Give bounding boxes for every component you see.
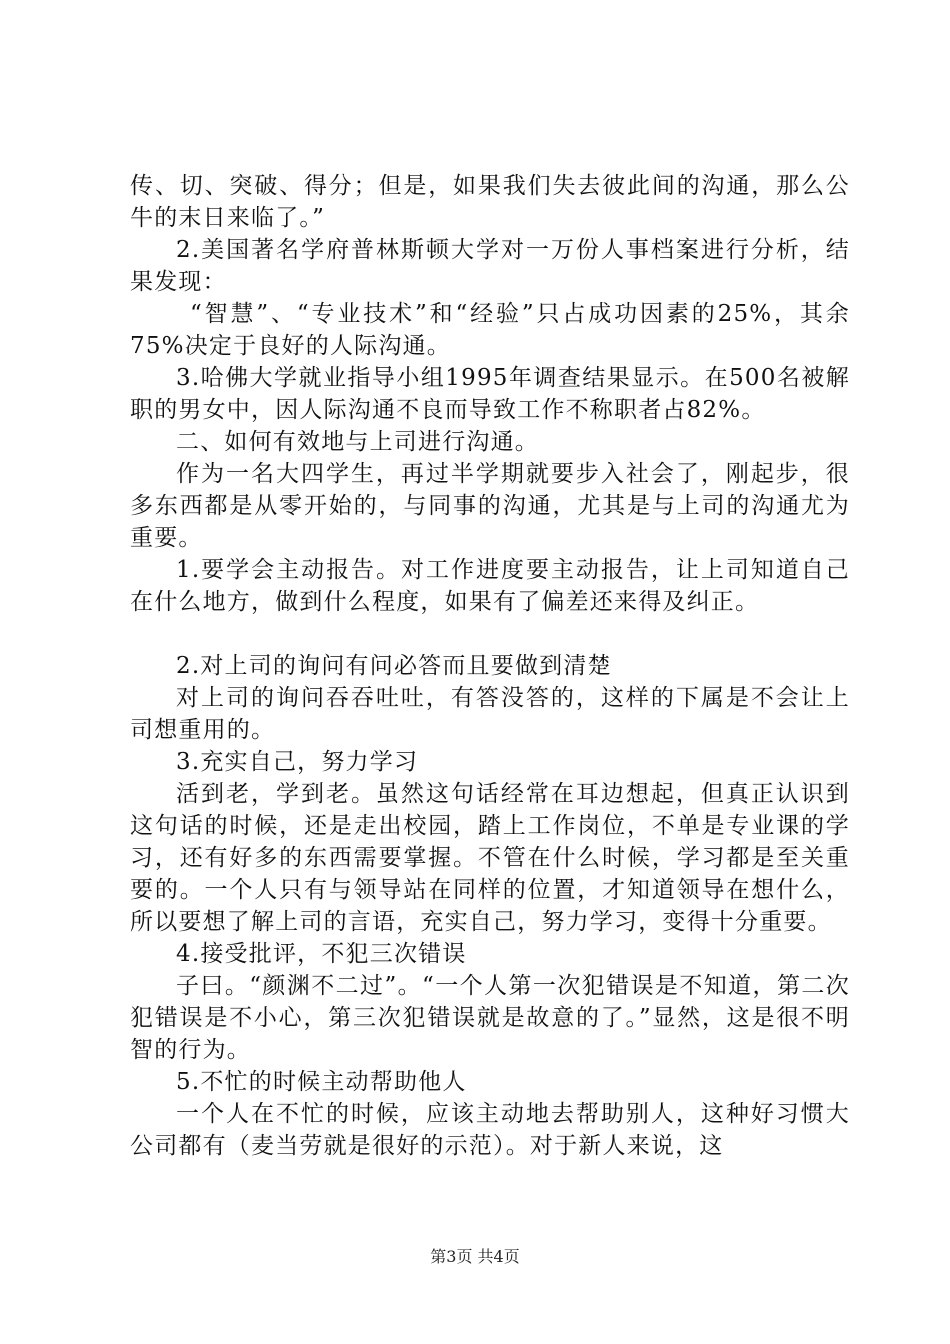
list-heading: 5.不忙的时候主动帮助他人: [176, 1069, 467, 1095]
paragraph: 对上司的询问吞吞吐吐，有答没答的，这样的下属是不会让上司想重用的。: [130, 685, 850, 743]
paragraph: 2.美国著名学府普林斯顿大学对一万份人事档案进行分析，结果发现：: [130, 237, 850, 295]
paragraph: 1.要学会主动报告。对工作进度要主动报告，让上司知道自己在什么地方，做到什么程度，如果有了偏差还来得及纠正。: [130, 557, 850, 615]
paragraph: 一个人在不忙的时候，应该主动地去帮助别人，这种好习惯大公司都有（麦当劳就是很好的示范）。对于新人来说，这: [130, 1101, 850, 1159]
body-text: [130, 170, 850, 1162]
paragraph: 作为一名大四学生，再过半学期就要步入社会了，刚起步，很多东西都是从零开始的，与同事的沟通，尤其是与上司的沟通尤为重要。: [130, 461, 850, 551]
section-heading: 二、如何有效地与上司进行沟通。: [176, 429, 539, 455]
page-number-footer: 第3页 共4页: [430, 1247, 520, 1266]
paragraph: 3.哈佛大学就业指导小组1995年调查结果显示。在500名被解职的男女中，因人际沟通不良而导致工作不称职者占82%。: [130, 365, 850, 423]
list-heading: 3.充实自己，努力学习: [176, 749, 419, 775]
paragraph: 活到老，学到老。虽然这句话经常在耳边想起，但真正认识到这句话的时候，还是走出校园，踏上工作岗位，不单是专业课的学习，还有好多的东西需要掌握。不管在什么时候，学习都是至关重要的。一个人只有与领导站在同样的位置，才知道领导在想什么，所以要想了解上司的言语，充实自己，努力学习，变得十分重要。: [130, 781, 850, 935]
paragraph: 传、切、突破、得分；但是，如果我们失去彼此间的沟通，那么公牛的末日来临了。”: [130, 173, 850, 231]
paragraph: “智慧”、“专业技术”和“经验”只占成功因素的25%，其余75%决定于良好的人际沟通。: [130, 301, 850, 359]
list-heading: 2.对上司的询问有问必答而且要做到清楚: [176, 653, 612, 679]
blank-line: [130, 618, 850, 650]
list-heading: 4.接受批评，不犯三次错误: [176, 941, 467, 967]
paragraph: 子曰。“颜渊不二过”。“一个人第一次犯错误是不知道，第二次犯错误是不小心，第三次犯错误就是故意的了。”显然，这是很不明智的行为。: [130, 973, 850, 1063]
